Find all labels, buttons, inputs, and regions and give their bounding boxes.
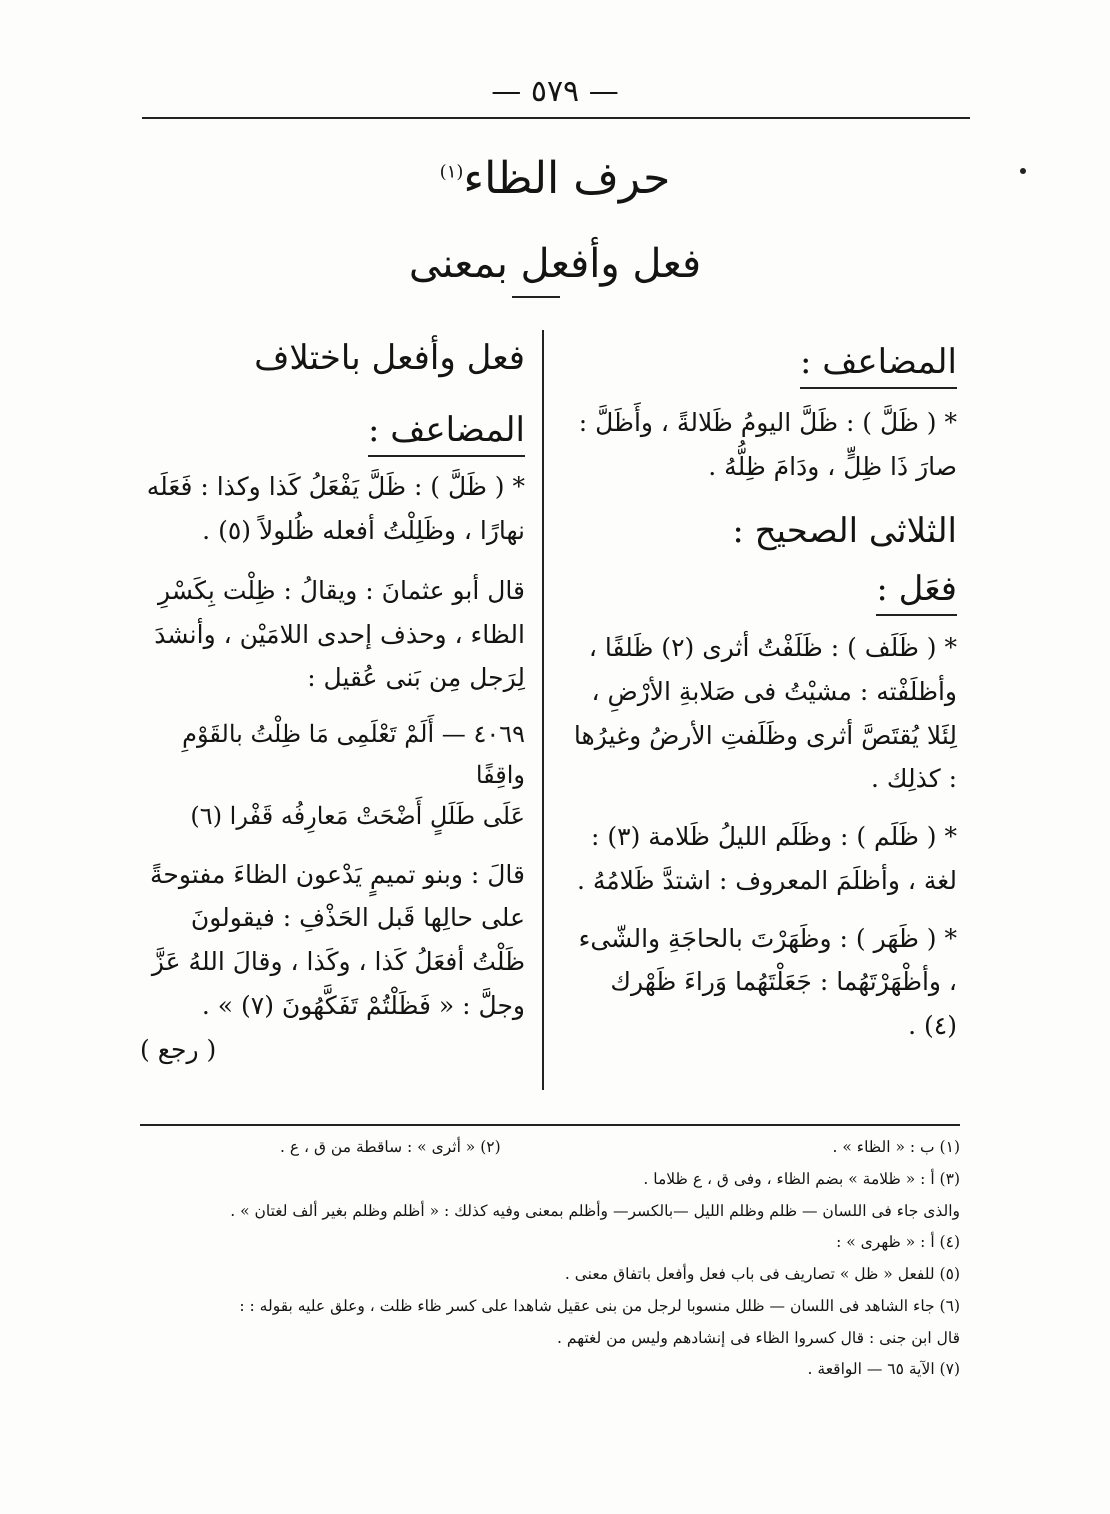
chapter-title [0,150,1110,207]
footnote-3-continued: والذى جاء فى اللسان — ظلم وظلم الليل —بالكسر— وأظلم بمعنى وفيه كذلك : « أظلم وظلم بغير ألف لغتان » . [230,1201,960,1220]
return-marker: ( رجع ) [140,1034,217,1064]
heading-text: فعَل : [876,567,957,616]
title-footnote-ref: (١) [439,161,464,183]
chapter-title-text: حرف الظاء [463,153,671,204]
heading-text: المضاعف : [800,340,957,389]
footnote-2: (٢) « أثرى » : ساقطة من ق ، ع . [280,1138,501,1156]
subtitle-underline [512,296,560,298]
verse-text-1: أَلَمْ تَعْلَمِى مَا ظِلْتُ بالقَوْمِ واقِفًا [182,720,525,789]
entry-zalla-right: * ( ظَلَّ ) : ظَلَّ اليومُ ظَلالةً ، وأَظَلَّ : صارَ ذَا ظِلٍّ ، ودَامَ ظِلُّهُ . [578,408,957,481]
footnote-5: (٥) للفعل « ظل » تصاريف فى باب فعل وأفعل باتفاق معنى . [564,1265,960,1284]
footnote-6-continued: قال ابن جنى : قال كسروا الظاء فى إنشادهم وليس من لغتهم . [557,1328,960,1347]
entry-zalaf: * ( ظَلَف ) : ظَلَفْتُ أثرى (٢) ظَلفًا ، وأظلَفْته : مشيْتُ فى صَلابةِ الأرْضِ ، لِئَلا يُقتَصَّ أثرى وظَلَفتِ الأرضُ وغيرُها : كذلِك . [573,633,957,794]
right-column [572,330,957,1048]
heading-thulathi: الثلاثى الصحيح : [732,510,957,551]
footnote-1: (١) ب : « الظاء » . [832,1138,960,1156]
column-divider [542,330,544,1090]
quote-abu-uthman: قال أبو عثمانَ : ويقالُ : ظِلْت بِكَسْرِ الظاء ، وحذف إحدى اللامَيْن ، وأنشدَ لِرَجل مِن بَنى عُقيل : [154,575,525,693]
verse-line-1 [140,714,525,796]
heading-text: المضاعف : [368,408,525,457]
heading-faal [572,567,957,616]
heading-ikhtilaf: فعل وأفعل باختلاف [254,338,525,378]
footnote-3: (٣) أ : « ظلامة » بضم الظاء ، وفى ق ، ع ظلاما . [643,1169,960,1188]
heading-mudaaf-left [140,408,525,457]
footnote-7: (٧) الآية ٦٥ — الواقعة . [807,1360,960,1379]
footnote-rule [140,1124,960,1126]
header-rule [142,117,970,119]
verse-4069 [140,714,525,836]
footnote-6: (٦) جاء الشاهد فى اللسان — ظلل منسوبا لرجل من بنى عقيل شاهدا على كسر ظاء ظلت ، وعلق عليه بقوله : : [239,1296,960,1315]
heading-mudaaf-right [572,340,957,389]
footnotes [130,1132,960,1386]
footnote-row [130,1132,960,1164]
entry-zalla-left: * ( ظَلَّ ) : ظَلَّ يَفْعَلُ كَذا وكذا : فَعَلَه نهارًا ، وظَلِلْتُ أفعله ظُلولاً (٥) . [146,472,525,546]
footnote-4: (٤) أ : « ظهرى » : [836,1233,960,1252]
entry-zahar: * ( ظَهَر ) : وظَهَرْتَ بالحاجَةِ والشّىء ، وأظْهَرْتَهُما : جَعَلْتَهُما وَراءَ ظَهْرك (٤) . [578,923,957,1041]
entry-zalam: * ( ظَلَم ) : وظَلَم الليلُ ظَلامة (٣) : لغة ، وأظلَمَ المعروف : اشتدَّ ظَلامُهُ . [576,822,957,895]
verse-number: ٤٠٦٩ — [441,720,525,749]
section-subtitle: فعل وأفعل بمعنى [408,241,702,287]
verse-line-2: عَلَى طَلَلٍ أَضْحَتْ مَعارِفُه قَفْرا (٦) [190,801,525,830]
page-number: — ٥٧٩ — [491,74,619,109]
left-column [140,330,525,1071]
entry-tamim: قالَ : وبنو تميمٍ يَدْعون الظاءَ مفتوحةً على حالِها قَبل الحَذْفِ : فيقولونَ ظَلْتُ أفعَلُ كَذا ، وكَذا ، وقالَ اللهُ عَزَّ وجلَّ : « فَظَلْتُمْ تَفَكَّهُونَ (٧) » . [150,859,525,1020]
